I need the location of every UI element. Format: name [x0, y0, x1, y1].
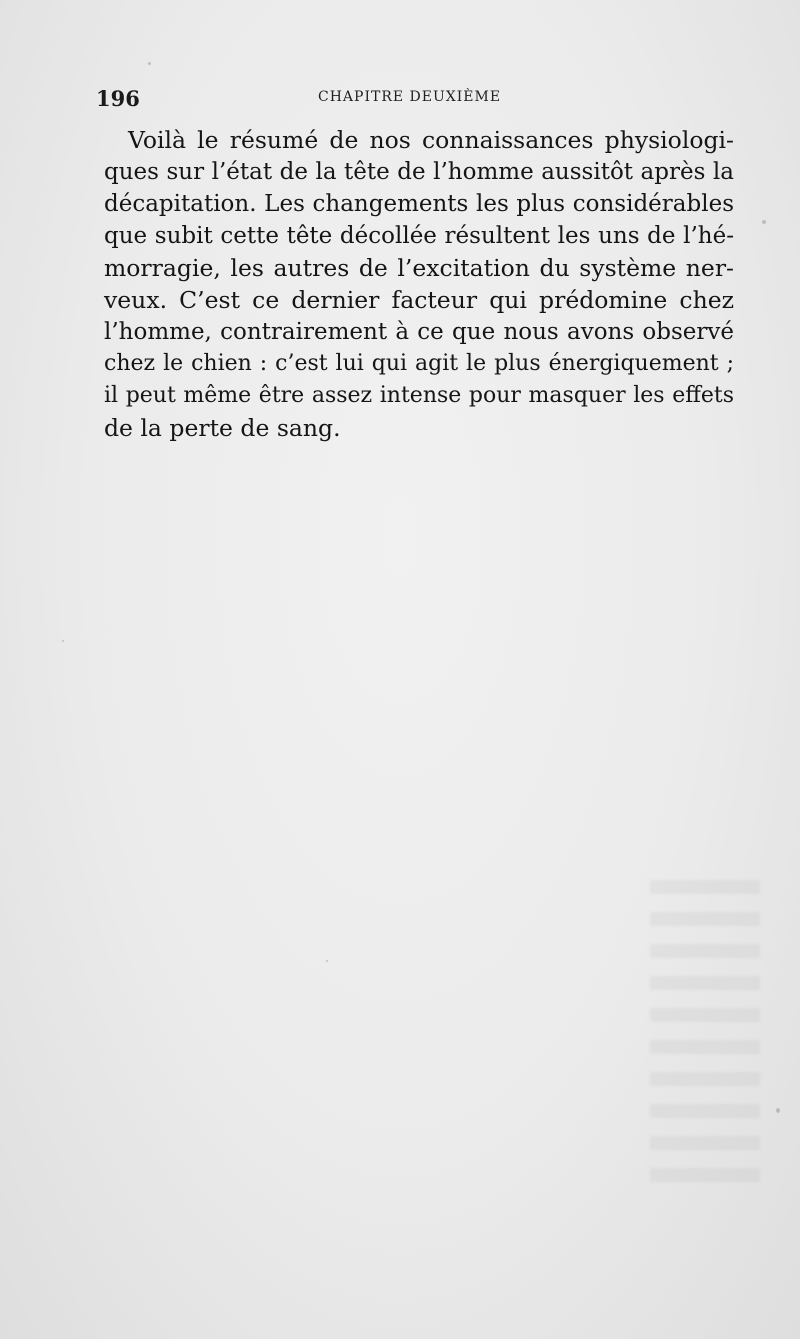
- text-line: chez le chien : c’est lui qui agit le plus énergiquement ;: [104, 351, 734, 376]
- text-line: veux. C’est ce dernier facteur qui prédomine chez: [104, 286, 734, 314]
- paper-speck: [62, 640, 64, 642]
- paper-speck: [762, 220, 766, 224]
- paper-speck: [326, 960, 328, 962]
- paper-speck: [148, 62, 151, 65]
- text-line: décapitation. Les changements les plus considérables: [104, 191, 734, 217]
- text-line: Voilà le résumé de nos connaissances physiologi-: [128, 126, 734, 154]
- text-line: l’homme, contrairement à ce que nous avons observé: [104, 319, 734, 345]
- running-head: CHAPITRE DEUXIÈME: [318, 89, 502, 105]
- paragraph: [104, 124, 734, 444]
- text-line: morragie, les autres de l’excitation du système ner-: [104, 254, 734, 282]
- page-number: 196: [96, 86, 140, 111]
- text-line: de la perte de sang.: [104, 414, 341, 442]
- paper-speck: [776, 1108, 780, 1113]
- text-line: ques sur l’état de la tête de l’homme aussitôt après la: [104, 159, 734, 185]
- bleed-through-texture: [650, 880, 760, 1200]
- page-header: [96, 86, 736, 110]
- text-line: il peut même être assez intense pour masquer les effets: [104, 383, 734, 408]
- text-line: que subit cette tête décollée résultent les uns de l’hé-: [104, 223, 734, 249]
